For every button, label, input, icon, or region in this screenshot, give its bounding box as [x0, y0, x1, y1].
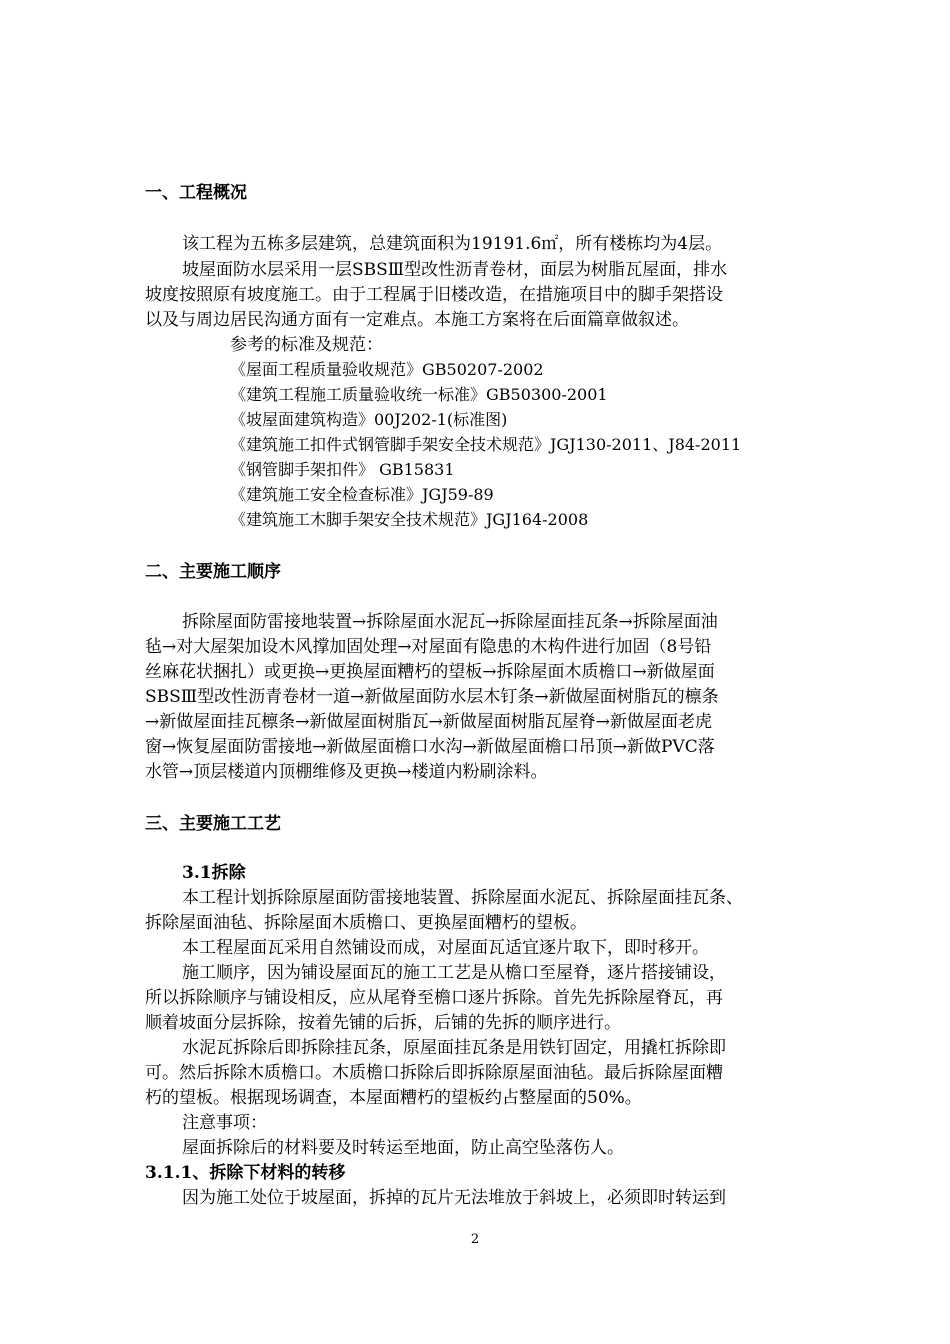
paragraph-line: →新做屋面挂瓦檩条→新做屋面树脂瓦→新做屋面树脂瓦屋脊→新做屋面老虎 [145, 712, 712, 732]
subsection-heading: 3.1.1、拆除下材料的转移 [145, 1163, 346, 1183]
paragraph-line: 屋面拆除后的材料要及时转运至地面，防止高空坠落伤人。 [182, 1138, 624, 1158]
paragraph-line: 注意事项： [182, 1113, 267, 1133]
references-title: 参考的标准及规范： [230, 335, 383, 355]
section-heading-2: 二、主要施工顺序 [145, 562, 281, 582]
reference-item: 《屋面工程质量验收规范》GB50207-2002 [230, 360, 544, 379]
paragraph-line: 以及与周边居民沟通方面有一定难点。本施工方案将在后面篇章做叙述。 [145, 310, 689, 330]
reference-item: 《坡屋面建筑构造》00J202-1(标准图) [230, 410, 508, 429]
reference-item: 《建筑施工木脚手架安全技术规范》JGJ164-2008 [230, 510, 589, 529]
paragraph-line: 坡度按照原有坡度施工。由于工程属于旧楼改造，在措施项目中的脚手架搭设 [145, 285, 723, 305]
paragraph-line: 该工程为五栋多层建筑，总建筑面积为19191.6㎡，所有楼栋均为4层。 [182, 234, 723, 254]
paragraph-line: 毡→对大屋架加设木风撑加固处理→对屋面有隐患的木构件进行加固（8号铅 [145, 637, 712, 657]
paragraph-line: 窗→恢复屋面防雷接地→新做屋面檐口水沟→新做屋面檐口吊顶→新做PVC落 [145, 737, 715, 757]
paragraph-line: 朽的望板。根据现场调查，本屋面糟朽的望板约占整屋面的50%。 [145, 1088, 642, 1108]
paragraph-line: 丝麻花状捆扎）或更换→更换屋面糟朽的望板→拆除屋面木质檐口→新做屋面 [145, 662, 715, 682]
section-heading-3: 三、主要施工工艺 [145, 814, 281, 834]
subsection-heading: 3.1拆除 [182, 863, 246, 883]
page-number: 2 [470, 1232, 480, 1247]
paragraph-line: 水管→顶层楼道内顶棚维修及更换→楼道内粉刷涂料。 [145, 762, 548, 782]
paragraph-line: 施工顺序，因为铺设屋面瓦的施工工艺是从檐口至屋脊，逐片搭接铺设， [182, 963, 726, 983]
reference-item: 《建筑施工扣件式钢管脚手架安全技术规范》JGJ130-2011、J84-2011 [230, 435, 742, 454]
reference-item: 《建筑施工安全检查标准》JGJ59-89 [230, 485, 494, 504]
paragraph-line: SBSⅢ型改性沥青卷材一道→新做屋面防水层木钉条→新做屋面树脂瓦的檩条 [145, 687, 719, 707]
paragraph-line: 所以拆除顺序与铺设相反，应从尾脊至檐口逐片拆除。首先先拆除屋脊瓦，再 [145, 988, 723, 1008]
paragraph-line: 可。然后拆除木质檐口。木质檐口拆除后即拆除原屋面油毡。最后拆除屋面糟 [145, 1063, 723, 1083]
paragraph-line: 水泥瓦拆除后即拆除挂瓦条，原屋面挂瓦条是用铁钉固定，用撬杠拆除即 [182, 1038, 726, 1058]
paragraph-line: 本工程计划拆除原屋面防雷接地装置、拆除屋面水泥瓦、拆除屋面挂瓦条、 [182, 888, 743, 908]
reference-item: 《建筑工程施工质量验收统一标准》GB50300-2001 [230, 385, 608, 404]
paragraph-line: 因为施工处位于坡屋面，拆掉的瓦片无法堆放于斜坡上，必须即时转运到 [182, 1188, 726, 1208]
reference-item: 《钢管脚手架扣件》 GB15831 [230, 460, 455, 479]
paragraph-line: 拆除屋面油毡、拆除屋面木质檐口、更换屋面糟朽的望板。 [145, 913, 587, 933]
paragraph-line: 拆除屋面防雷接地装置→拆除屋面水泥瓦→拆除屋面挂瓦条→拆除屋面油 [182, 612, 718, 632]
paragraph-line: 坡屋面防水层采用一层SBSⅢ型改性沥青卷材，面层为树脂瓦屋面，排水 [182, 260, 728, 280]
section-heading-1: 一、工程概况 [145, 183, 247, 203]
paragraph-line: 本工程屋面瓦采用自然铺设而成，对屋面瓦适宜逐片取下，即时移开。 [182, 938, 709, 958]
paragraph-line: 顺着坡面分层拆除，按着先铺的后拆，后铺的先拆的顺序进行。 [145, 1013, 621, 1033]
